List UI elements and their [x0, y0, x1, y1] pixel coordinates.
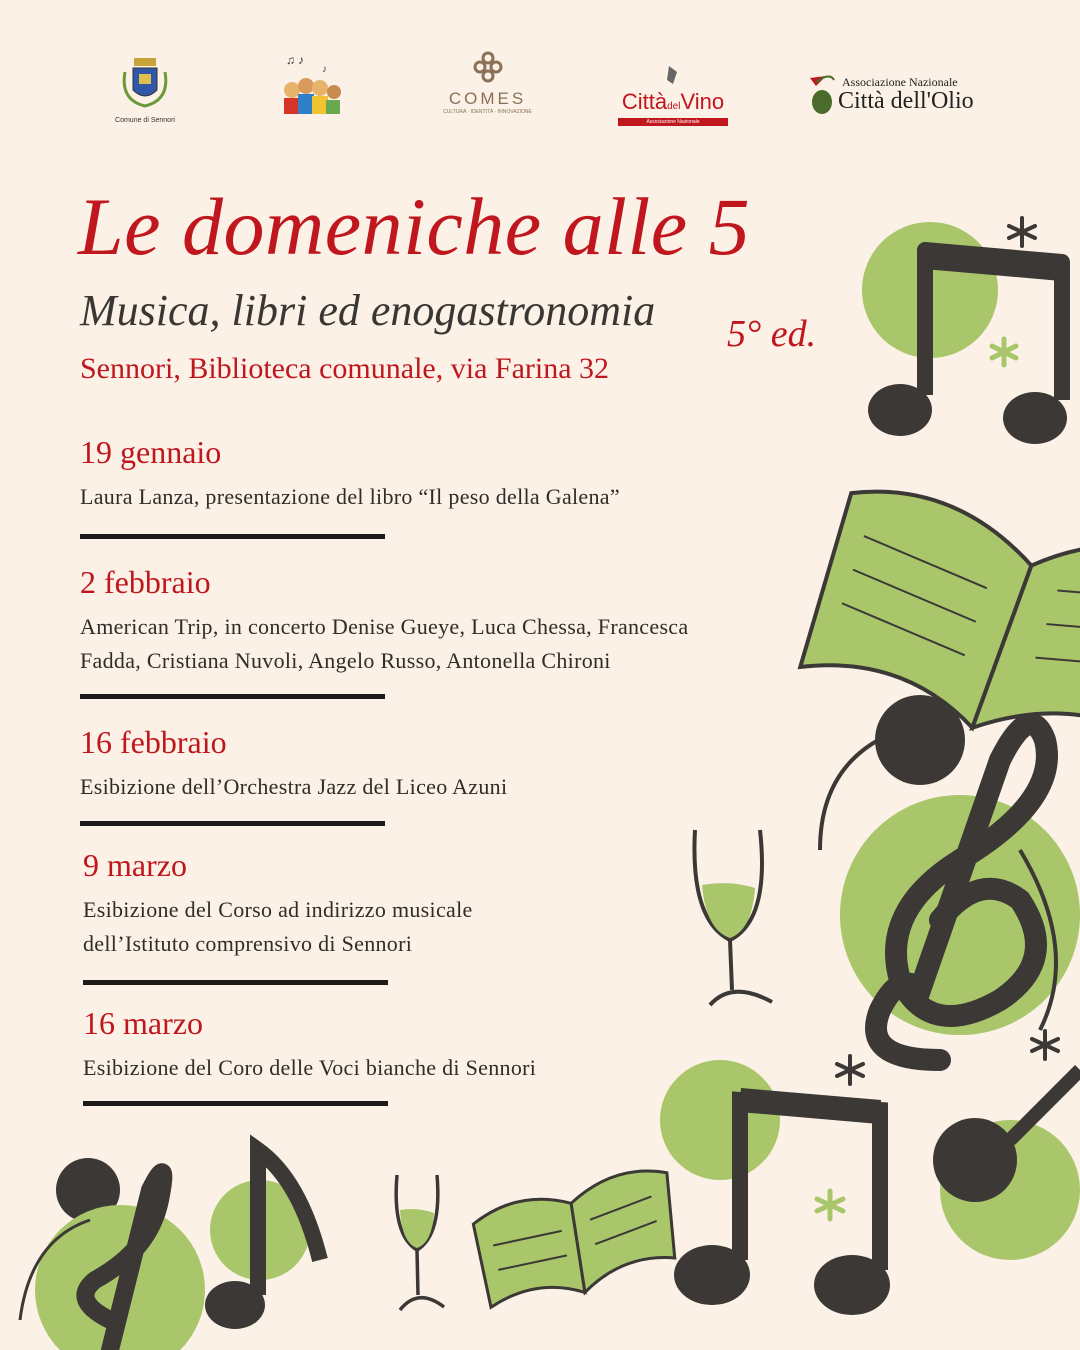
partner-logos [0, 50, 1080, 135]
grape-icon [663, 64, 683, 86]
wine-glass-icon [396, 1175, 444, 1310]
children-choir-icon [278, 50, 348, 120]
open-book-icon [795, 481, 1080, 763]
treble-clef-icon [20, 1158, 205, 1350]
knot-icon [468, 50, 508, 84]
comes-tagline: CULTURA · IDENTITÀ · INNOVAZIONE [443, 109, 532, 115]
vino-tagline: Associazione Nazionale [618, 118, 728, 126]
wine-glass-icon [694, 830, 772, 1005]
event-date: 19 gennaio [80, 434, 222, 470]
vino-suffix: Vino [680, 89, 725, 114]
music-note-icon [660, 1060, 1080, 1315]
svg-text:♫ ♪: ♫ ♪ [286, 53, 304, 67]
event-item [80, 562, 688, 678]
poster-subtitle: Musica, libri ed enogastronomia [80, 286, 656, 335]
event-item [83, 1003, 536, 1085]
poster-title: Le domeniche alle 5 [78, 181, 751, 272]
comes-name: COMES [448, 89, 527, 108]
treble-clef-icon [820, 695, 1080, 1060]
venue-address: Sennori, Biblioteca comunale, via Farina 32 [80, 352, 610, 385]
event-divider [80, 694, 385, 699]
event-item [83, 845, 473, 961]
vino-wordmark [618, 91, 728, 118]
asterisk-star-icon [1032, 1031, 1058, 1059]
coat-of-arms-icon [115, 50, 175, 110]
event-item [80, 722, 507, 804]
asterisk-star-icon [992, 339, 1015, 364]
asterisk-star-icon [817, 1191, 843, 1219]
choir-logo [278, 50, 348, 125]
event-date: 9 marzo [83, 847, 187, 883]
asterisk-star-icon [1009, 218, 1035, 246]
event-divider [80, 534, 385, 539]
vino-prefix: Città [621, 89, 668, 114]
asterisk-star-icon [992, 339, 1016, 365]
event-description: Esibizione del Corso ad indirizzo musicale dell’Istituto comprensivo di Sennori [83, 897, 473, 956]
event-divider [83, 980, 388, 985]
svg-text:♪: ♪ [322, 64, 327, 75]
music-note-icon [205, 1150, 320, 1329]
comune-di-sennori-logo [115, 50, 175, 124]
edition-label: 5° ed. [727, 313, 817, 355]
event-description: Laura Lanza, presentazione del libro “Il peso della Galena” [80, 484, 620, 509]
comes-logo [440, 50, 535, 115]
event-description: American Trip, in concerto Denise Gueye, Luca Chessa, Francesca Fadda, Cristiana Nuvoli, Angelo Russo, Antonella Chironi [80, 614, 689, 673]
open-book-icon [470, 1165, 688, 1312]
event-item [80, 432, 620, 514]
comune-label: Comune di Sennori [115, 117, 175, 124]
olio-top: Associazione Nazionale [842, 75, 958, 89]
asterisk-star-icon [837, 1056, 863, 1084]
citta-del-vino-logo [618, 64, 728, 126]
vino-mid: del [667, 101, 681, 112]
event-divider [80, 821, 385, 826]
olive-icon [806, 72, 838, 116]
event-date: 2 febbraio [80, 564, 211, 600]
event-divider [83, 1101, 388, 1106]
event-date: 16 marzo [83, 1005, 203, 1041]
event-date: 16 febbraio [80, 724, 227, 760]
event-description: Esibizione dell’Orchestra Jazz del Liceo Azuni [80, 774, 508, 799]
event-description: Esibizione del Coro delle Voci bianche di Sennori [83, 1055, 537, 1080]
music-note-icon [862, 222, 1067, 444]
olio-main: Città dell'Olio [838, 88, 974, 114]
